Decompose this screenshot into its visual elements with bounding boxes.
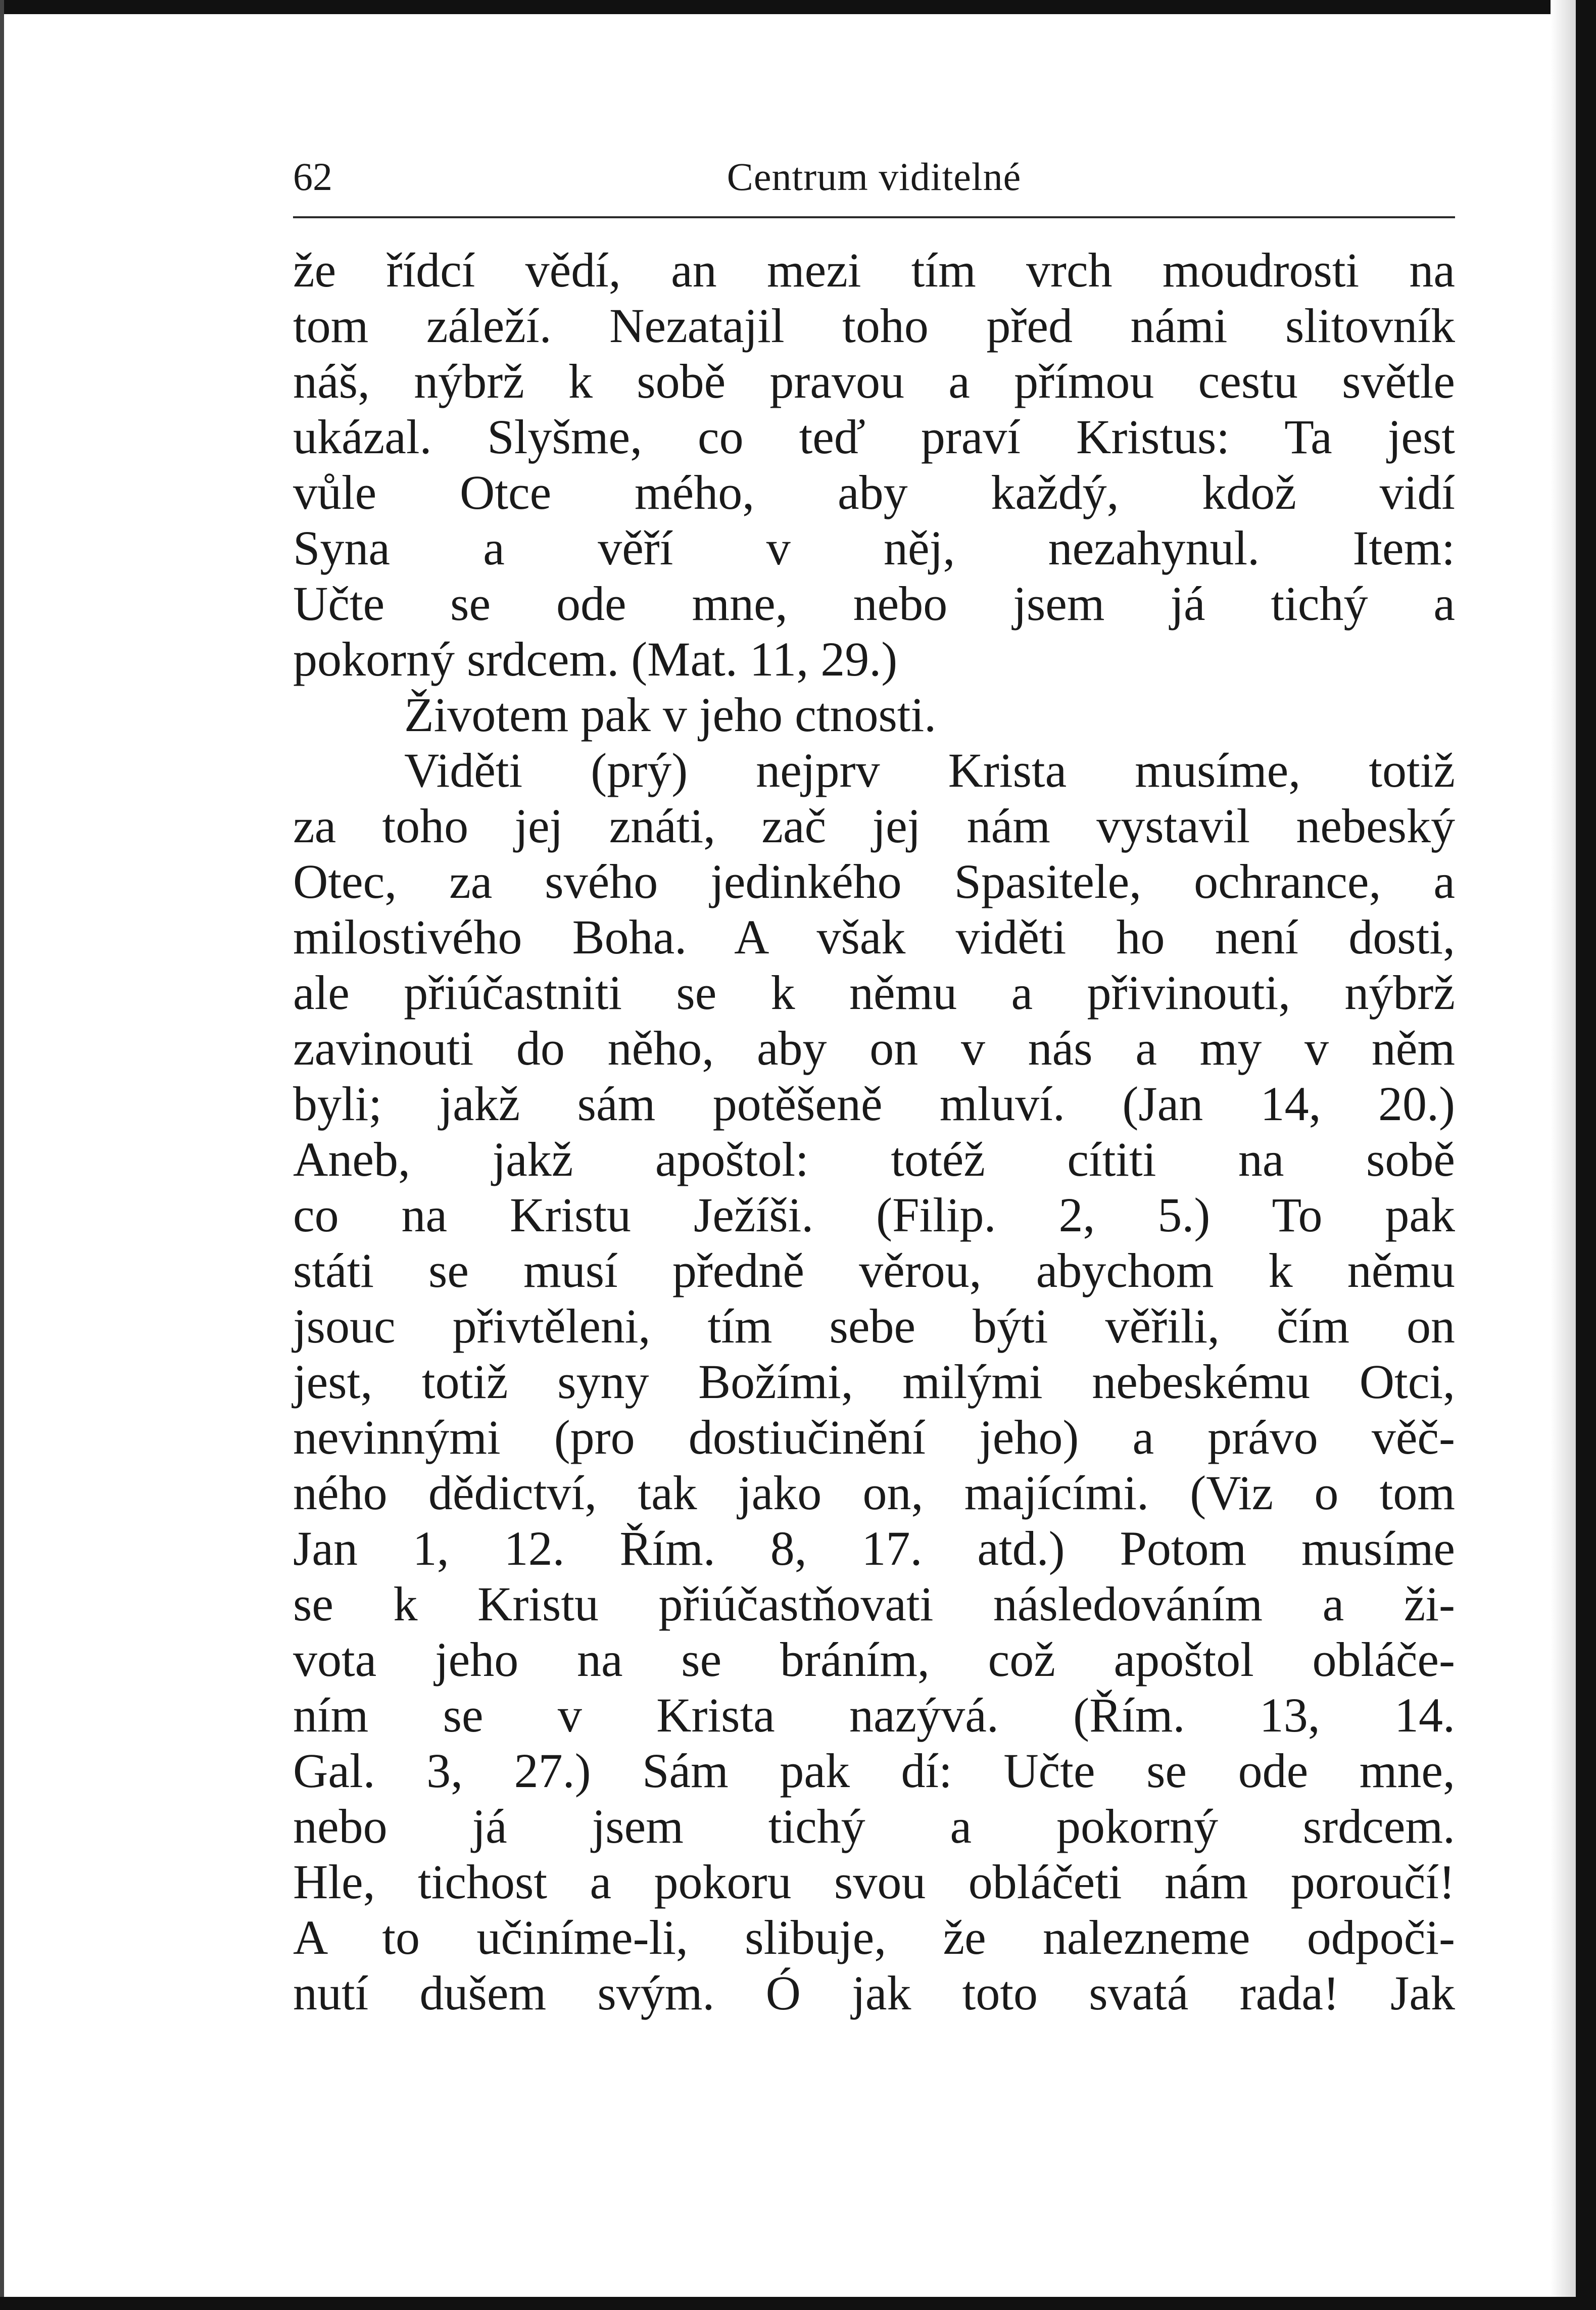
- running-title: Centrum viditelné: [727, 155, 1022, 199]
- page-gutter-shadow: [1551, 0, 1576, 2310]
- text-line: nutí dušem svým. Ó jak toto svatá rada! Jak: [293, 1966, 1455, 2020]
- text-line: Jan 1, 12. Řím. 8, 17. atd.) Potom musíme: [293, 1521, 1455, 1575]
- text-line: vota jeho na se bráním, což apoštol obláče-: [293, 1632, 1455, 1687]
- text-line: A to učiníme-li, slibuje, že nalezneme odpoči-: [293, 1910, 1455, 1964]
- text-line: tom záleží. Nezatajil toho před námi slitovník: [293, 299, 1455, 353]
- text-line: Syna a věří v něj, nezahynul. Item:: [293, 521, 1455, 575]
- text-line: Aneb, jakž apoštol: totéž cítiti na sobě: [293, 1132, 1455, 1186]
- text-line: že řídcí vědí, an mezi tím vrch moudrosti na: [293, 243, 1455, 297]
- body-text: [293, 243, 1455, 2021]
- text-line: jsouc přivtěleni, tím sebe býti věřili, čím on: [293, 1299, 1455, 1353]
- text-line: nevinnými (pro dostiučinění jeho) a právo věč-: [293, 1410, 1455, 1464]
- text-line: jest, totiž syny Božími, milými nebeskému Otci,: [293, 1355, 1455, 1409]
- scan-border-left: [0, 0, 4, 2310]
- text-line: milostivého Boha. A však viděti ho není dosti,: [293, 910, 1455, 964]
- text-line: co na Kristu Ježíši. (Filip. 2, 5.) To pak: [293, 1188, 1455, 1242]
- text-line: vůle Otce mého, aby každý, kdož vidí: [293, 465, 1455, 519]
- page-number: 62: [293, 155, 332, 199]
- text-line: státi se musí předně věrou, abychom k němu: [293, 1243, 1455, 1297]
- text-line: ukázal. Slyšme, co teď praví Kristus: Ta jest: [293, 410, 1455, 464]
- text-line: pokorný srdcem. (Mat. 11, 29.): [293, 632, 898, 686]
- text-line: se k Kristu přiúčastňovati následováním a ži-: [293, 1577, 1455, 1631]
- text-line: ného dědictví, tak jako on, majícími. (Viz o tom: [293, 1466, 1455, 1520]
- text-line: byli; jakž sám potěšeně mluví. (Jan 14, 20.): [293, 1077, 1455, 1131]
- text-line: ale přiúčastniti se k němu a přivinouti, nýbrž: [293, 966, 1455, 1020]
- text-line: Učte se ode mne, nebo jsem já tichý a: [293, 576, 1455, 631]
- running-head: [293, 147, 1455, 207]
- scan-border-right: [1576, 0, 1596, 2310]
- scan-border-top: [0, 0, 1596, 14]
- text-line: Viděti (prý) nejprv Krista musíme, totiž: [404, 743, 1455, 797]
- text-line: ním se v Krista nazývá. (Řím. 13, 14.: [293, 1688, 1455, 1742]
- scan-border-bottom: [0, 2297, 1596, 2310]
- text-line: Hle, tichost a pokoru svou obláčeti nám poroučí!: [293, 1855, 1455, 1909]
- text-line: Gal. 3, 27.) Sám pak dí: Učte se ode mne,: [293, 1744, 1455, 1798]
- text-line: za toho jej znáti, zač jej nám vystavil nebeský: [293, 799, 1455, 853]
- text-line: zavinouti do něho, aby on v nás a my v něm: [293, 1021, 1455, 1075]
- book-page: [293, 147, 1455, 2021]
- header-rule: [293, 216, 1455, 218]
- text-line: Otec, za svého jedinkého Spasitele, ochrance, a: [293, 854, 1455, 908]
- text-line: náš, nýbrž k sobě pravou a přímou cestu světle: [293, 354, 1455, 408]
- text-line: nebo já jsem tichý a pokorný srdcem.: [293, 1799, 1455, 1853]
- text-line: Životem pak v jeho ctnosti.: [404, 688, 937, 742]
